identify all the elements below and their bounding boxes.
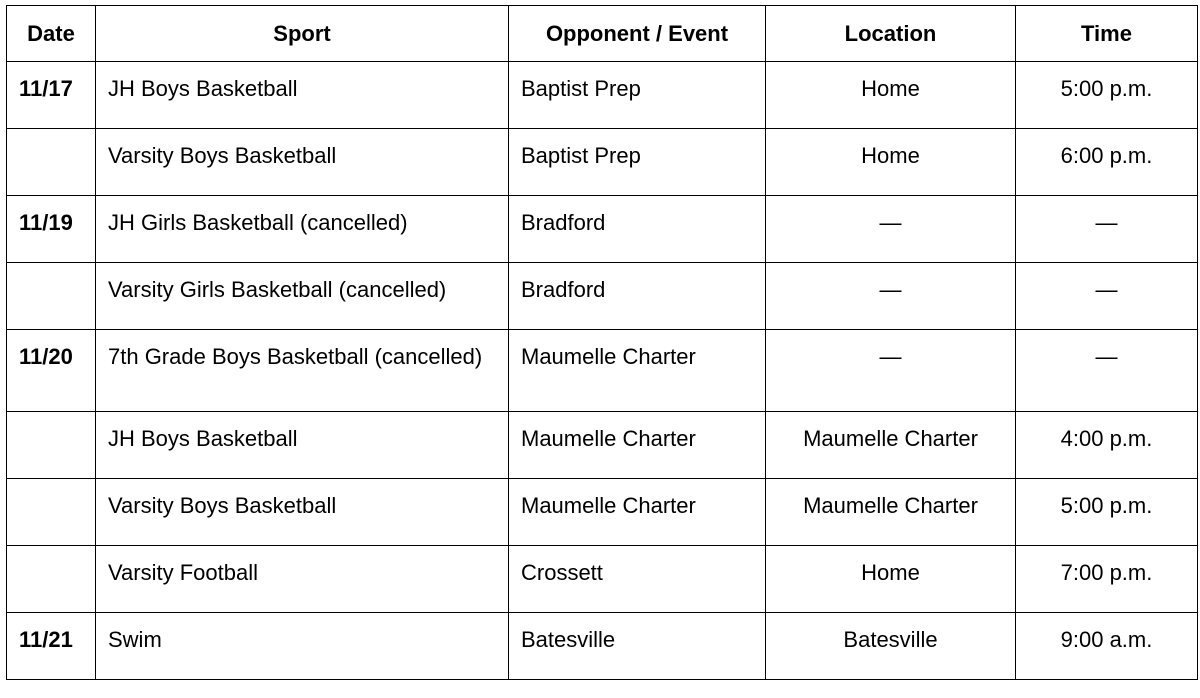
opponent-cell: Maumelle Charter — [509, 479, 766, 546]
time-cell: 5:00 p.m. — [1016, 479, 1198, 546]
time-cell: 7:00 p.m. — [1016, 546, 1198, 613]
location-cell: Batesville — [766, 613, 1016, 680]
location-cell: Maumelle Charter — [766, 412, 1016, 479]
sport-cell: Varsity Girls Basketball (cancelled) — [96, 263, 509, 330]
date-cell — [7, 412, 96, 479]
opponent-cell: Crossett — [509, 546, 766, 613]
location-cell: — — [766, 196, 1016, 263]
table-row — [7, 412, 1198, 479]
date-cell — [7, 546, 96, 613]
sport-cell: JH Boys Basketball — [96, 62, 509, 129]
sport-cell: JH Girls Basketball (cancelled) — [96, 196, 509, 263]
table-row — [7, 62, 1198, 129]
table-row — [7, 330, 1198, 412]
date-cell: 11/19 — [7, 196, 96, 263]
sport-cell: JH Boys Basketball — [96, 412, 509, 479]
opponent-cell: Maumelle Charter — [509, 412, 766, 479]
sport-cell: Varsity Boys Basketball — [96, 129, 509, 196]
date-cell — [7, 479, 96, 546]
location-cell: Home — [766, 62, 1016, 129]
time-cell: — — [1016, 263, 1198, 330]
opponent-cell: Bradford — [509, 196, 766, 263]
date-cell: 11/21 — [7, 613, 96, 680]
location-cell: Maumelle Charter — [766, 479, 1016, 546]
table-row — [7, 263, 1198, 330]
table-row — [7, 546, 1198, 613]
time-cell: 5:00 p.m. — [1016, 62, 1198, 129]
sport-cell: Swim — [96, 613, 509, 680]
location-cell: — — [766, 263, 1016, 330]
header-opponent: Opponent / Event — [509, 6, 766, 62]
time-cell: — — [1016, 196, 1198, 263]
time-cell: 6:00 p.m. — [1016, 129, 1198, 196]
date-cell — [7, 263, 96, 330]
opponent-cell: Baptist Prep — [509, 129, 766, 196]
location-cell: Home — [766, 546, 1016, 613]
date-cell: 11/17 — [7, 62, 96, 129]
table-row — [7, 129, 1198, 196]
sport-cell: Varsity Boys Basketball — [96, 479, 509, 546]
opponent-cell: Batesville — [509, 613, 766, 680]
header-location: Location — [766, 6, 1016, 62]
date-cell — [7, 129, 96, 196]
location-cell: — — [766, 330, 1016, 412]
time-cell: 9:00 a.m. — [1016, 613, 1198, 680]
opponent-cell: Bradford — [509, 263, 766, 330]
date-cell: 11/20 — [7, 330, 96, 412]
location-cell: Home — [766, 129, 1016, 196]
header-time: Time — [1016, 6, 1198, 62]
opponent-cell: Maumelle Charter — [509, 330, 766, 412]
time-cell: — — [1016, 330, 1198, 412]
header-row — [7, 6, 1198, 62]
sport-cell: 7th Grade Boys Basketball (cancelled) — [96, 330, 509, 412]
schedule-container — [6, 5, 1198, 680]
table-row — [7, 613, 1198, 680]
table-row — [7, 479, 1198, 546]
sport-cell: Varsity Football — [96, 546, 509, 613]
schedule-table — [6, 5, 1198, 680]
header-date: Date — [7, 6, 96, 62]
opponent-cell: Baptist Prep — [509, 62, 766, 129]
table-row — [7, 196, 1198, 263]
time-cell: 4:00 p.m. — [1016, 412, 1198, 479]
header-sport: Sport — [96, 6, 509, 62]
